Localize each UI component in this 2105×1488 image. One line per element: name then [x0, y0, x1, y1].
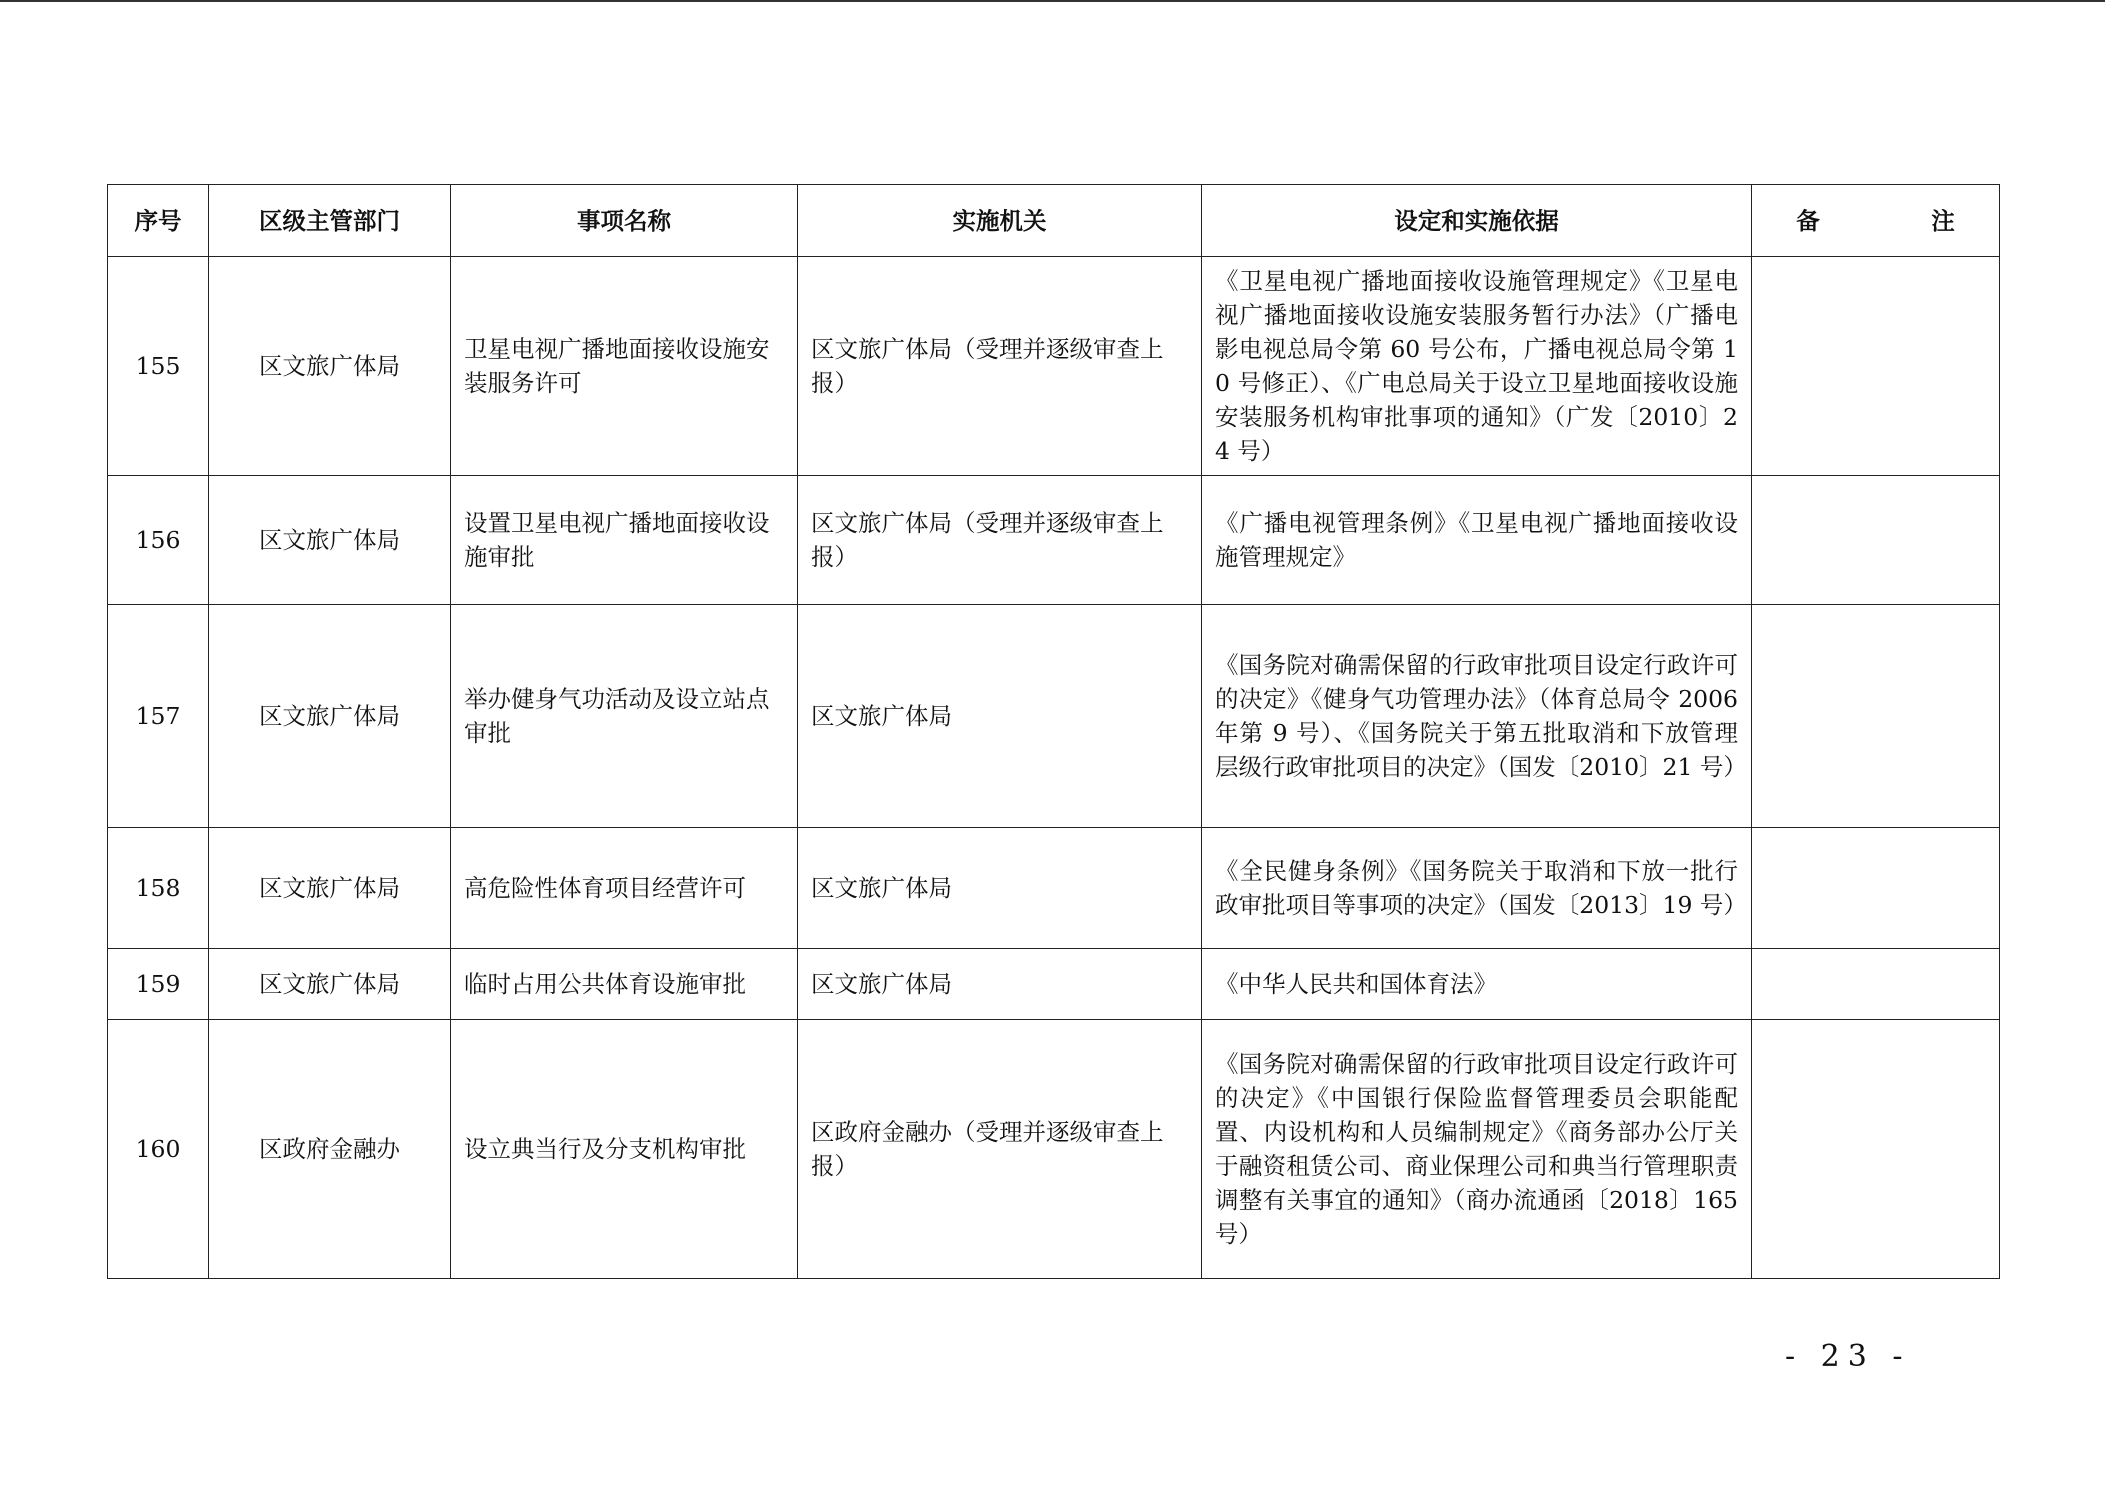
cell-dept: 区文旅广体局 — [209, 605, 451, 828]
cell-basis: 《卫星电视广播地面接收设施管理规定》《卫星电视广播地面接收设施安装服务暂行办法》（广播电影电视总局令第 60 号公布，广播电视总局令第 10 号修正）、《广电总局关于设立卫星地面接收设施安装服务机构审批事项的通知》（广发〔2010〕24 号） — [1202, 257, 1752, 476]
cell-agency: 区文旅广体局（受理并逐级审查上报） — [798, 257, 1202, 476]
top-rule — [0, 0, 2105, 2]
cell-name: 设置卫星电视广播地面接收设施审批 — [451, 476, 798, 605]
cell-dept: 区文旅广体局 — [209, 476, 451, 605]
header-no: 序号 — [108, 185, 209, 257]
table-row — [108, 1020, 2000, 1279]
cell-name: 举办健身气功活动及设立站点审批 — [451, 605, 798, 828]
cell-no: 155 — [108, 257, 209, 476]
header-agency: 实施机关 — [798, 185, 1202, 257]
header-basis: 设定和实施依据 — [1202, 185, 1752, 257]
header-note-label: 备 注 — [1796, 206, 1999, 235]
cell-no: 160 — [108, 1020, 209, 1279]
cell-no: 159 — [108, 949, 209, 1020]
cell-note — [1752, 476, 2000, 605]
table-row — [108, 828, 2000, 949]
cell-name: 高危险性体育项目经营许可 — [451, 828, 798, 949]
cell-no: 156 — [108, 476, 209, 605]
cell-dept: 区文旅广体局 — [209, 949, 451, 1020]
cell-name: 设立典当行及分支机构审批 — [451, 1020, 798, 1279]
cell-dept: 区政府金融办 — [209, 1020, 451, 1279]
table-row — [108, 476, 2000, 605]
cell-agency: 区文旅广体局 — [798, 605, 1202, 828]
cell-dept: 区文旅广体局 — [209, 257, 451, 476]
cell-note — [1752, 828, 2000, 949]
cell-dept: 区文旅广体局 — [209, 828, 451, 949]
cell-agency: 区文旅广体局 — [798, 949, 1202, 1020]
table-row — [108, 605, 2000, 828]
page-number: - 23 - — [1785, 1339, 1911, 1374]
table-row — [108, 949, 2000, 1020]
cell-note — [1752, 949, 2000, 1020]
cell-basis: 《国务院对确需保留的行政审批项目设定行政许可的决定》《中国银行保险监督管理委员会职能配置、内设机构和人员编制规定》《商务部办公厅关于融资租赁公司、商业保理公司和典当行管理职责调整有关事宜的通知》（商办流通函〔2018〕165 号） — [1202, 1020, 1752, 1279]
cell-note — [1752, 257, 2000, 476]
cell-agency: 区政府金融办（受理并逐级审查上报） — [798, 1020, 1202, 1279]
cell-basis: 《全民健身条例》《国务院关于取消和下放一批行政审批项目等事项的决定》（国发〔2013〕19 号） — [1202, 828, 1752, 949]
header-dept: 区级主管部门 — [209, 185, 451, 257]
header-name: 事项名称 — [451, 185, 798, 257]
cell-name: 卫星电视广播地面接收设施安装服务许可 — [451, 257, 798, 476]
cell-name: 临时占用公共体育设施审批 — [451, 949, 798, 1020]
cell-note — [1752, 1020, 2000, 1279]
cell-agency: 区文旅广体局（受理并逐级审查上报） — [798, 476, 1202, 605]
cell-agency: 区文旅广体局 — [798, 828, 1202, 949]
cell-no: 157 — [108, 605, 209, 828]
table-row — [108, 257, 2000, 476]
header-note — [1752, 185, 2000, 257]
approval-items-table — [107, 184, 2000, 1279]
cell-basis: 《中华人民共和国体育法》 — [1202, 949, 1752, 1020]
cell-basis: 《国务院对确需保留的行政审批项目设定行政许可的决定》《健身气功管理办法》（体育总局令 2006 年第 9 号）、《国务院关于第五批取消和下放管理层级行政审批项目的决定》（国发〔2010〕21 号） — [1202, 605, 1752, 828]
cell-basis: 《广播电视管理条例》《卫星电视广播地面接收设施管理规定》 — [1202, 476, 1752, 605]
cell-no: 158 — [108, 828, 209, 949]
cell-note — [1752, 605, 2000, 828]
header-row — [108, 185, 2000, 257]
